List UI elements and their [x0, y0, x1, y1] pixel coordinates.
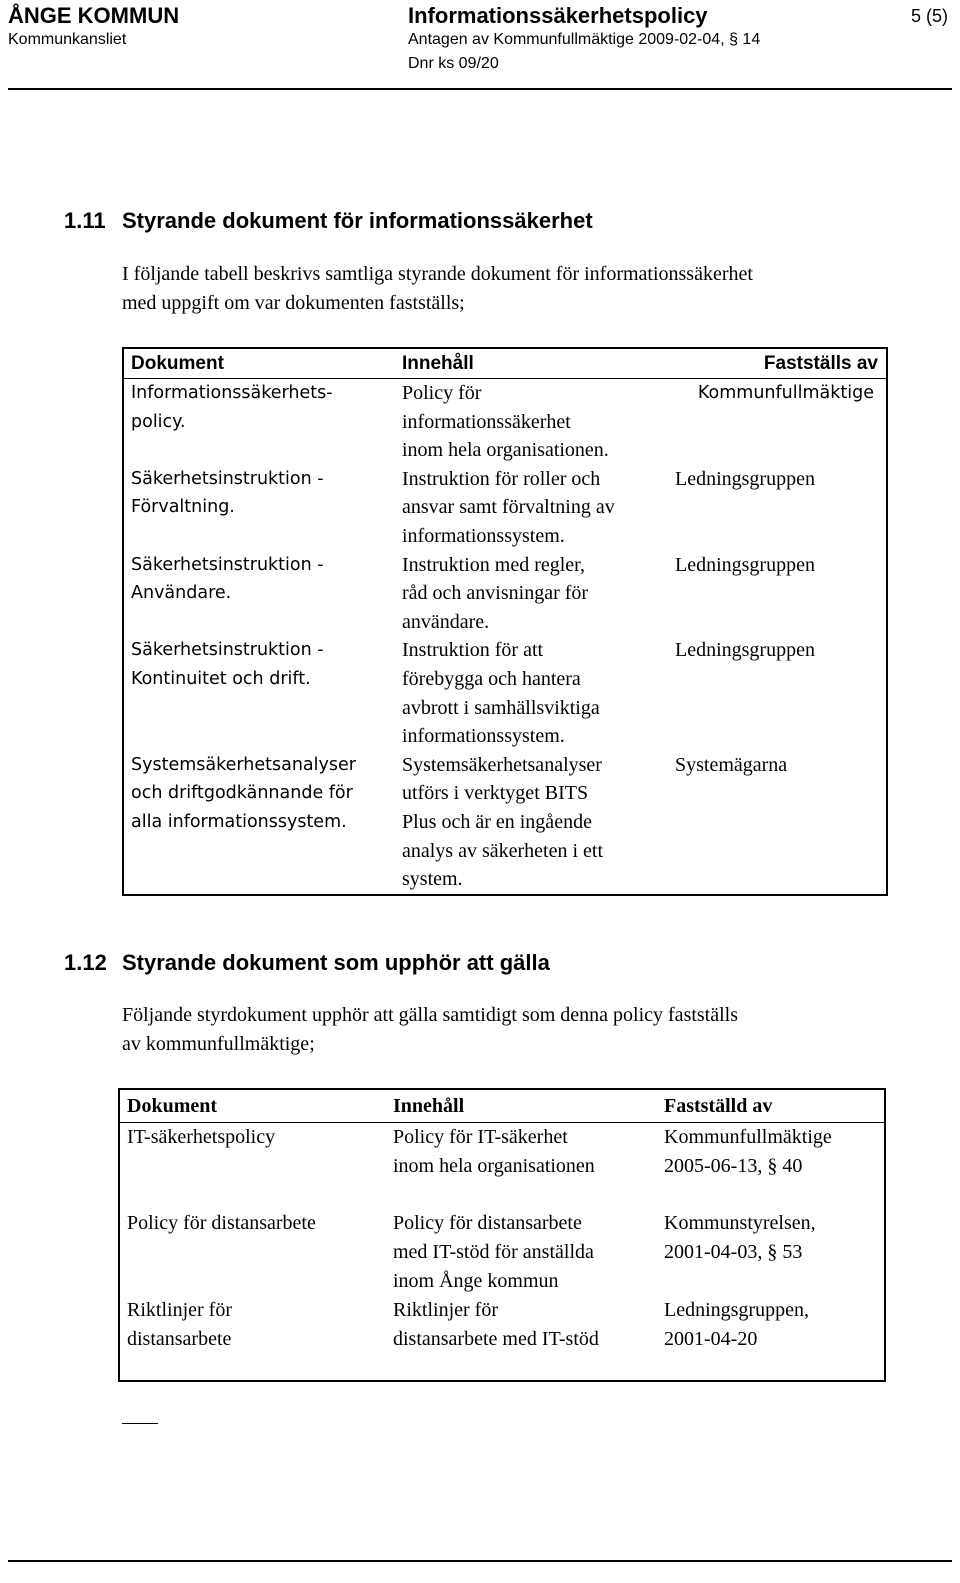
content-cell [386, 1296, 657, 1381]
cell-line: distansarbete [127, 1328, 232, 1350]
cell-line: alla informationssystem. [131, 811, 347, 832]
cell-line: 2001-04-20 [664, 1328, 758, 1350]
cell-line: policy. [131, 411, 186, 432]
document-cell [119, 1296, 386, 1381]
cell-line: inom Ånge kommun [393, 1270, 559, 1292]
column-header-document: Dokument [123, 348, 395, 379]
cell-line: Riktlinjer för [127, 1299, 232, 1321]
cell-line: informationssystem. [402, 524, 565, 547]
section-2-intro [122, 1001, 738, 1059]
department: Kommunkansliet [8, 31, 127, 48]
cell-line: utförs i verktyget BITS [402, 782, 589, 805]
established-by-cell [668, 551, 887, 637]
section-2-number: 1.12 [64, 950, 107, 975]
table-header-row [123, 348, 887, 379]
cell-line: Plus och är en ingående [402, 810, 592, 833]
cell-line: Förvaltning. [131, 497, 235, 518]
cell-line: Ledningsgruppen, [664, 1299, 809, 1321]
established-by-cell [657, 1296, 885, 1381]
cell-line: med IT-stöd för anställda [393, 1241, 594, 1263]
footer-divider [8, 1560, 952, 1562]
intro-line: Följande styrdokument upphör att gälla samtidigt som denna policy fastställs [122, 1004, 739, 1026]
cell-line: Riktlinjer för [393, 1299, 498, 1321]
cell-line: användare. [402, 610, 490, 633]
section-2-heading: Styrande dokument som upphör att gälla [122, 950, 550, 975]
content-cell [386, 1123, 657, 1210]
cell-line: Policy för [402, 382, 482, 404]
cell-line: Säkerhetsinstruktion - [131, 468, 324, 489]
cell-line: Säkerhetsinstruktion - [131, 554, 324, 575]
cell-line: Instruktion för att [402, 639, 544, 662]
column-header-content: Innehåll [395, 348, 668, 379]
reference-number: Dnr ks 09/20 [408, 55, 499, 72]
cell-line: analys av säkerheten i ett [402, 839, 604, 862]
document-cell [123, 636, 395, 750]
cell-line: 2001-04-03, § 53 [664, 1241, 803, 1263]
section-1-heading: Styrande dokument för informationssäkerhet [122, 208, 593, 233]
document-title: Informationssäkerhetspolicy [408, 3, 708, 28]
cell-line: Kommunstyrelsen, [664, 1212, 816, 1234]
cell-line: Kommunfullmäktige [664, 1126, 832, 1148]
cell-line: informationssäkerhet [402, 410, 571, 433]
cell-line: Kontinuitet och drift. [131, 668, 311, 689]
cell-line: inom hela organisationen. [402, 439, 609, 462]
cell-line: IT-säkerhetspolicy [127, 1126, 276, 1148]
cell-line: Ledningsgruppen [675, 467, 815, 490]
document-cell [123, 379, 395, 465]
cell-line: inom hela organisationen [393, 1155, 595, 1177]
column-header-document: Dokument [119, 1089, 386, 1123]
document-cell [123, 551, 395, 637]
intro-line: av kommunfullmäktige; [122, 1033, 315, 1055]
table-row [119, 1209, 885, 1296]
content-cell [395, 465, 668, 551]
content-cell [395, 751, 668, 895]
superseded-documents-table [118, 1088, 886, 1382]
cell-line: distansarbete med IT-stöd [393, 1328, 599, 1350]
cell-line: Säkerhetsinstruktion - [131, 640, 324, 661]
page-number: 5 (5) [910, 6, 948, 26]
cell-line: Ledningsgruppen [675, 553, 815, 576]
cell-line: Systemsäkerhetsanalyser [402, 753, 602, 776]
table-row [123, 379, 887, 465]
established-by-cell [668, 751, 887, 895]
table-row [123, 551, 887, 637]
cell-line: Användare. [131, 583, 232, 604]
cell-line: och driftgodkännande för [131, 783, 353, 804]
cell-line: förebygga och hantera [402, 667, 581, 690]
column-header-established-by: Fastställs av [668, 348, 887, 379]
document-cell [119, 1209, 386, 1296]
cell-line: system. [402, 868, 463, 891]
header-divider [8, 88, 952, 90]
table-row [123, 465, 887, 551]
established-by-cell [657, 1123, 885, 1210]
cell-line: avbrott i samhällsviktiga [402, 696, 600, 719]
cell-line: Policy för IT-säkerhet [393, 1126, 568, 1148]
content-cell [395, 636, 668, 750]
document-cell [123, 751, 395, 895]
established-by-cell [657, 1209, 885, 1296]
cell-line: Systemägarna [675, 753, 788, 776]
established-by-cell [668, 465, 887, 551]
established-by-cell [668, 379, 887, 465]
cell-line: Instruktion för roller och [402, 467, 601, 490]
cell-line: Informationssäkerhets- [131, 383, 333, 403]
content-cell [386, 1209, 657, 1296]
table-row [123, 636, 887, 750]
content-cell [395, 379, 668, 465]
table-row [119, 1123, 885, 1210]
intro-line: med uppgift om var dokumenten fastställs; [122, 292, 465, 314]
intro-line: I följande tabell beskrivs samtliga styrande dokument för informationssäkerhet [122, 263, 753, 285]
table-header-row [119, 1089, 885, 1123]
adoption-note: Antagen av Kommunfullmäktige 2009-02-04, § 14 [408, 31, 761, 48]
document-cell [119, 1123, 386, 1210]
column-header-established-by: Fastställd av [657, 1089, 885, 1123]
cell-line: 2005-06-13, § 40 [664, 1155, 803, 1177]
column-header-content: Innehåll [386, 1089, 657, 1123]
document-cell [123, 465, 395, 551]
cell-line: råd och anvisningar för [402, 582, 589, 605]
section-1-number: 1.11 [64, 208, 106, 233]
established-by-cell [668, 636, 887, 750]
cell-line: Kommunfullmäktige [697, 383, 874, 403]
cell-line: ansvar samt förvaltning av [402, 496, 615, 519]
table-row [123, 751, 887, 895]
cell-line: Policy för distansarbete [127, 1212, 316, 1234]
cell-line: Policy för distansarbete [393, 1212, 582, 1234]
org-name: ÅNGE KOMMUN [8, 3, 180, 28]
section-1-intro [122, 260, 753, 318]
content-cell [395, 551, 668, 637]
cell-line: informationssystem. [402, 725, 565, 748]
governing-documents-table [122, 347, 888, 896]
cell-line: Systemsäkerhetsanalyser [131, 754, 356, 775]
footnote-separator [122, 1423, 158, 1424]
cell-line: Ledningsgruppen [675, 639, 815, 662]
cell-line: Instruktion med regler, [402, 553, 586, 576]
table-row [119, 1296, 885, 1381]
